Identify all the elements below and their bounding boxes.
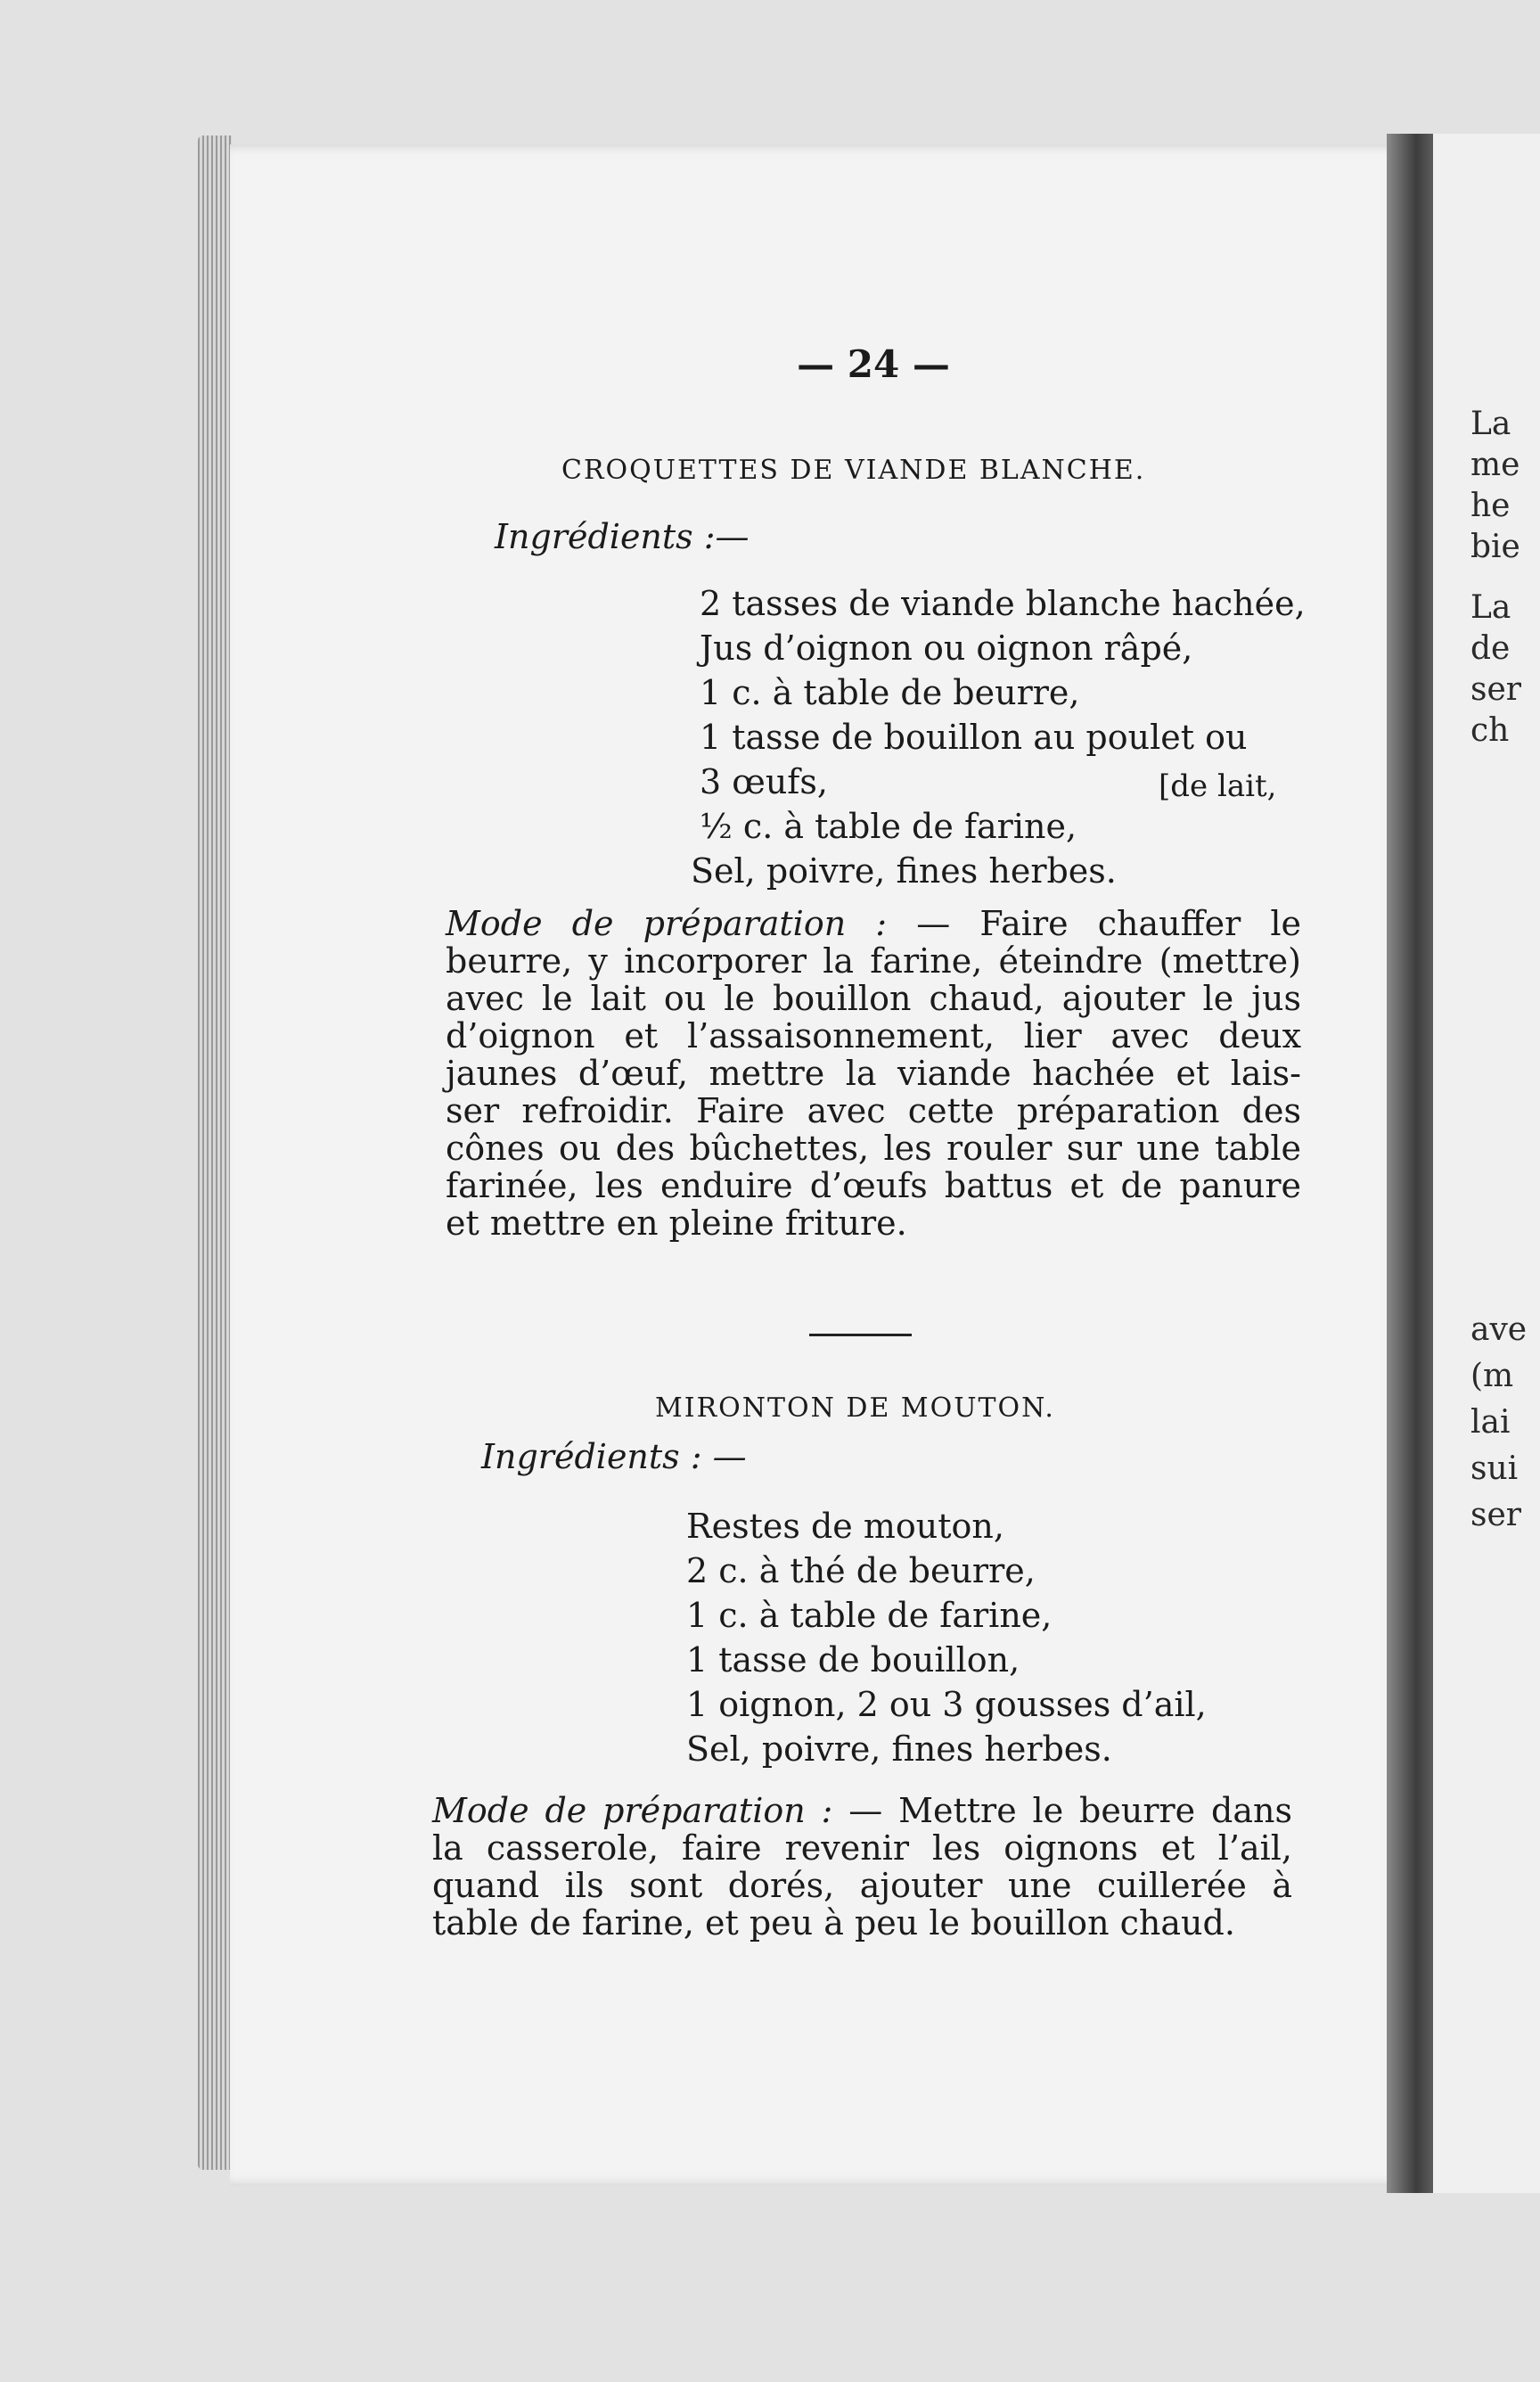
method-label: Mode de préparation : [446, 904, 888, 943]
method-line: et mettre en pleine friture. [446, 1203, 907, 1243]
method-paragraph [432, 1792, 1292, 1942]
method-line-text: — Mettre le beurre dans [848, 1791, 1292, 1830]
method-line: table de farine, et peu à peu le bouillon chaud. [432, 1903, 1235, 1943]
facing-fragment: ch [1470, 712, 1510, 749]
section-divider [809, 1334, 912, 1336]
ingredient-margin-note: [de lait, [1159, 768, 1277, 804]
ingredient-item: 2 c. à thé de beurre, [686, 1551, 1036, 1590]
method-line: farinée, les enduire d’œufs battus et de panure [446, 1166, 1301, 1205]
ingredient-item: Jus d’oignon ou oignon râpé, [700, 628, 1193, 668]
facing-fragment: lai [1470, 1404, 1511, 1441]
method-line: quand ils sont dorés, ajouter une cuillerée à [432, 1866, 1292, 1905]
ingredient-item: ½ c. à table de farine, [700, 807, 1077, 846]
facing-page [1433, 134, 1540, 2193]
method-paragraph [446, 905, 1301, 1242]
facing-fragment: sui [1470, 1450, 1519, 1487]
method-line-text: — Faire chauffer le [916, 904, 1301, 943]
method-line: ser refroidir. Faire avec cette préparation des [446, 1091, 1301, 1130]
ingredients-label: Ingrédients : — [481, 1437, 747, 1476]
facing-fragment: me [1470, 447, 1520, 483]
ingredient-item: 1 tasse de bouillon au poulet ou [700, 718, 1248, 757]
method-label: Mode de préparation : [432, 1791, 833, 1830]
facing-fragment: bie [1470, 529, 1520, 565]
facing-fragment: La [1470, 589, 1511, 626]
ingredient-item: Sel, poivre, fines herbes. [686, 1729, 1112, 1769]
ingredient-item: 3 œufs, [700, 762, 828, 801]
facing-fragment: ser [1470, 671, 1521, 708]
method-line [432, 1792, 1292, 1829]
ingredients-label: Ingrédients :— [495, 517, 750, 556]
ingredient-item: 1 c. à table de farine, [686, 1596, 1053, 1635]
page-number: — 24 — [797, 342, 950, 386]
ingredient-item: Sel, poivre, fines herbes. [691, 851, 1117, 891]
method-line: la casserole, faire revenir les oignons et l’ail, [432, 1828, 1292, 1868]
ingredient-item: 1 oignon, 2 ou 3 gousses d’ail, [686, 1685, 1207, 1724]
facing-fragment: La [1470, 406, 1511, 442]
ingredient-item: Restes de mouton, [686, 1507, 1004, 1546]
method-line: cônes ou des bûchettes, les rouler sur une table [446, 1129, 1301, 1168]
method-line: avec le lait ou le bouillon chaud, ajouter le jus [446, 979, 1301, 1018]
page-stack-edges [198, 136, 232, 2170]
facing-fragment: (m [1470, 1358, 1514, 1394]
facing-fragment: de [1470, 630, 1511, 667]
method-line: beurre, y incorporer la farine, éteindre (mettre) [446, 941, 1301, 981]
method-line: d’oignon et l’assaisonnement, lier avec deux [446, 1016, 1301, 1055]
ingredient-item: 2 tasses de viande blanche hachée, [700, 584, 1306, 623]
ingredient-item: 1 tasse de bouillon, [686, 1640, 1020, 1680]
facing-fragment: he [1470, 488, 1511, 524]
method-line: jaunes d’œuf, mettre la viande hachée et lais- [446, 1054, 1301, 1093]
recipe-title: CROQUETTES DE VIANDE BLANCHE. [561, 455, 1146, 486]
recipe-title: MIRONTON DE MOUTON. [655, 1392, 1055, 1424]
facing-fragment: ser [1470, 1497, 1521, 1533]
book-gutter [1387, 134, 1440, 2193]
facing-fragment: ave [1470, 1311, 1528, 1348]
ingredient-item: 1 c. à table de beurre, [700, 673, 1080, 712]
method-line [446, 905, 1301, 942]
